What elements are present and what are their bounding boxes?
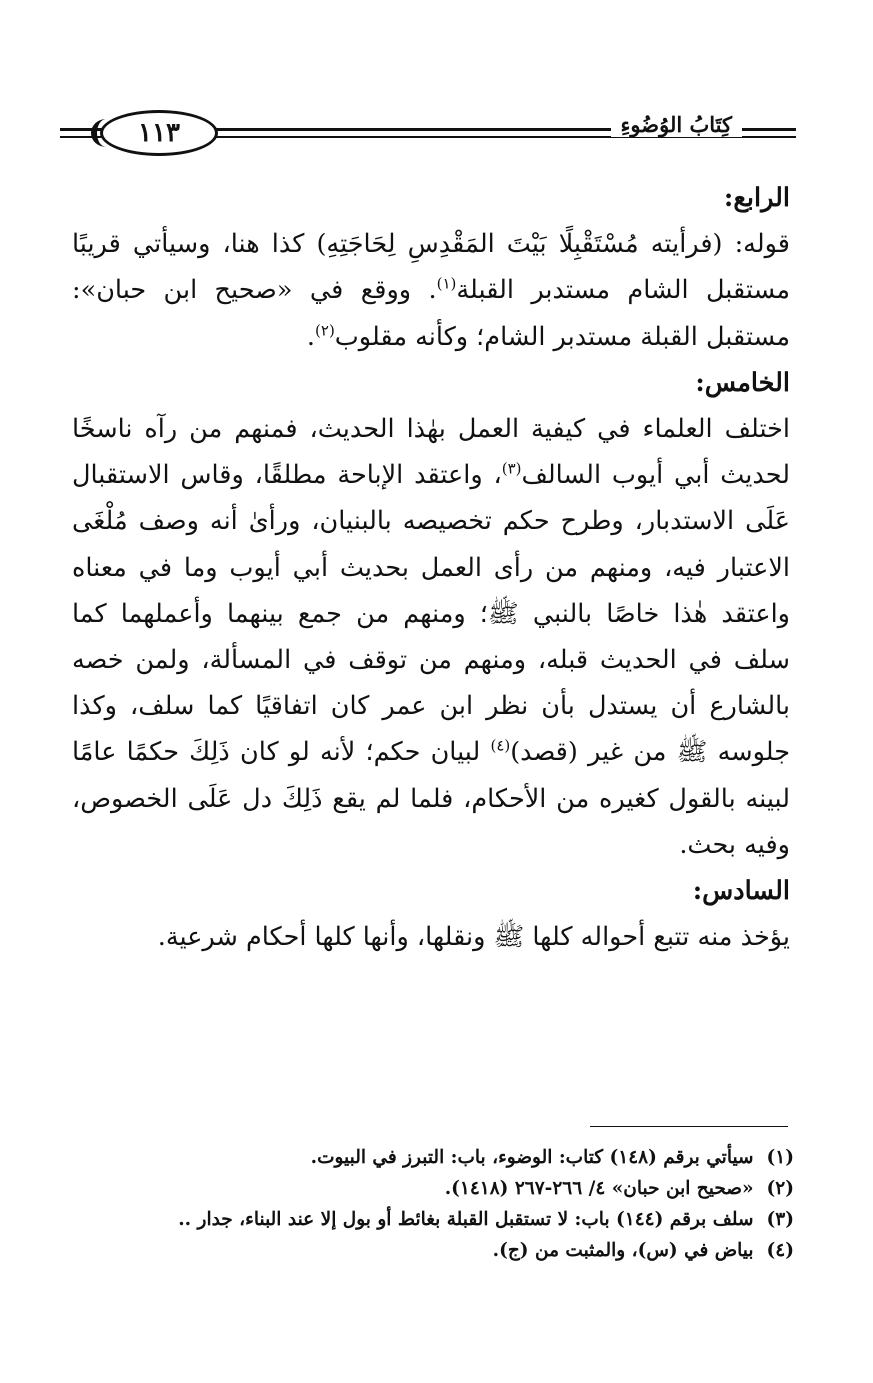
heading-sadis: السادس: bbox=[692, 876, 790, 907]
footnote bbox=[160, 1235, 794, 1266]
footnote-text: «صحيح ابن حبان» ٤/ ٢٦٦-٢٦٧ (١٤١٨). bbox=[444, 1178, 754, 1199]
heading-khamis: الخامس: bbox=[695, 367, 790, 398]
footnote-number: (٤) bbox=[766, 1240, 794, 1261]
text-run: ، واعتقد الإباحة مطلقًا، وقاس الاستقبال عَلَى الاستدبار، وطرح حكم تخصيصه بالبنيان، ورأىٰ أنه وصف مُلْغَى الاعتبار فيه، ومنهم من رأى العمل بحديث أبي أيوب وما في معناه واعتقد هٰذا خاصًا بالنبي ﷺ؛ ومنهم من جمع بينهما وأعملهما كما سلف في الحديث قبله، ومنهم من توقف في المسألة، ولمن خصه بالشارع أن يستدل بأن نظر ابن عمر كان اتفاقيًا كما سلف، وكذا جلوسه ﷺ من غير (قصد) bbox=[72, 460, 791, 768]
footnote-separator bbox=[590, 1126, 788, 1127]
footnote-text: بياض في (س)، والمثبت من (ج). bbox=[492, 1240, 754, 1261]
paragraph-khamis bbox=[72, 406, 790, 868]
running-title: كِتَابُ الوُضُوءِ bbox=[611, 112, 742, 137]
page-header bbox=[60, 106, 796, 162]
main-text bbox=[72, 175, 790, 960]
footnote-text: سيأتي برقم (١٤٨) كتاب: الوضوء، باب: التبرز في البيوت. bbox=[310, 1147, 754, 1168]
text-run: . bbox=[306, 321, 316, 352]
footnote-ref: (٤) bbox=[490, 736, 511, 755]
footnote-ref: (٣) bbox=[501, 459, 522, 478]
footnote-number: (٢) bbox=[766, 1178, 794, 1199]
footnote-ref: (٢) bbox=[315, 321, 335, 340]
page-number: ١١٣ bbox=[138, 118, 180, 148]
paragraph-rabi bbox=[72, 221, 790, 360]
text-run: قوله: (فرأيته مُسْتَقْبِلًا بَيْتَ المَقْدِسِ لِحَاجَتِهِ) كذا هنا، وسيأتي قريبًا مستقبل الشام مستدبر القبلة bbox=[72, 229, 791, 306]
footnote bbox=[160, 1204, 794, 1235]
text-run: اختلف العلماء في كيفية العمل بهٰذا الحديث، فمنهم من رآه ناسخًا لحديث أبي أيوب السالف bbox=[72, 414, 790, 491]
footnote-number: (٣) bbox=[766, 1209, 794, 1230]
heading-rabi: الرابع: bbox=[723, 183, 790, 213]
footnote-number: (١) bbox=[766, 1147, 794, 1168]
paragraph-sadis: يؤخذ منه تتبع أحواله كلها ﷺ ونقلها، وأنها كلها أحكام شرعية. bbox=[157, 922, 790, 953]
footnote bbox=[160, 1142, 794, 1173]
text-run: . ووقع في «صحيح ابن حبان»: مستقبل القبلة مستدبر الشام؛ وكأنه مقلوب bbox=[72, 275, 790, 352]
footnotes bbox=[160, 1142, 794, 1266]
footnote bbox=[160, 1173, 794, 1204]
footnote-text: سلف برقم (١٤٤) باب: لا تستقبل القبلة بغائط أو بول إلا عند البناء، جدار .. bbox=[178, 1209, 754, 1230]
footnote-ref: (١) bbox=[436, 274, 457, 293]
page-number-badge bbox=[100, 110, 218, 156]
text-run: لبيان حكم؛ لأنه لو كان ذَلِكَ حكمًا عامًا لبينه بالقول كغيره من الأحكام، فلما لم يقع ذَلِكَ دل عَلَى الخصوص، وفيه بحث. bbox=[72, 737, 790, 860]
